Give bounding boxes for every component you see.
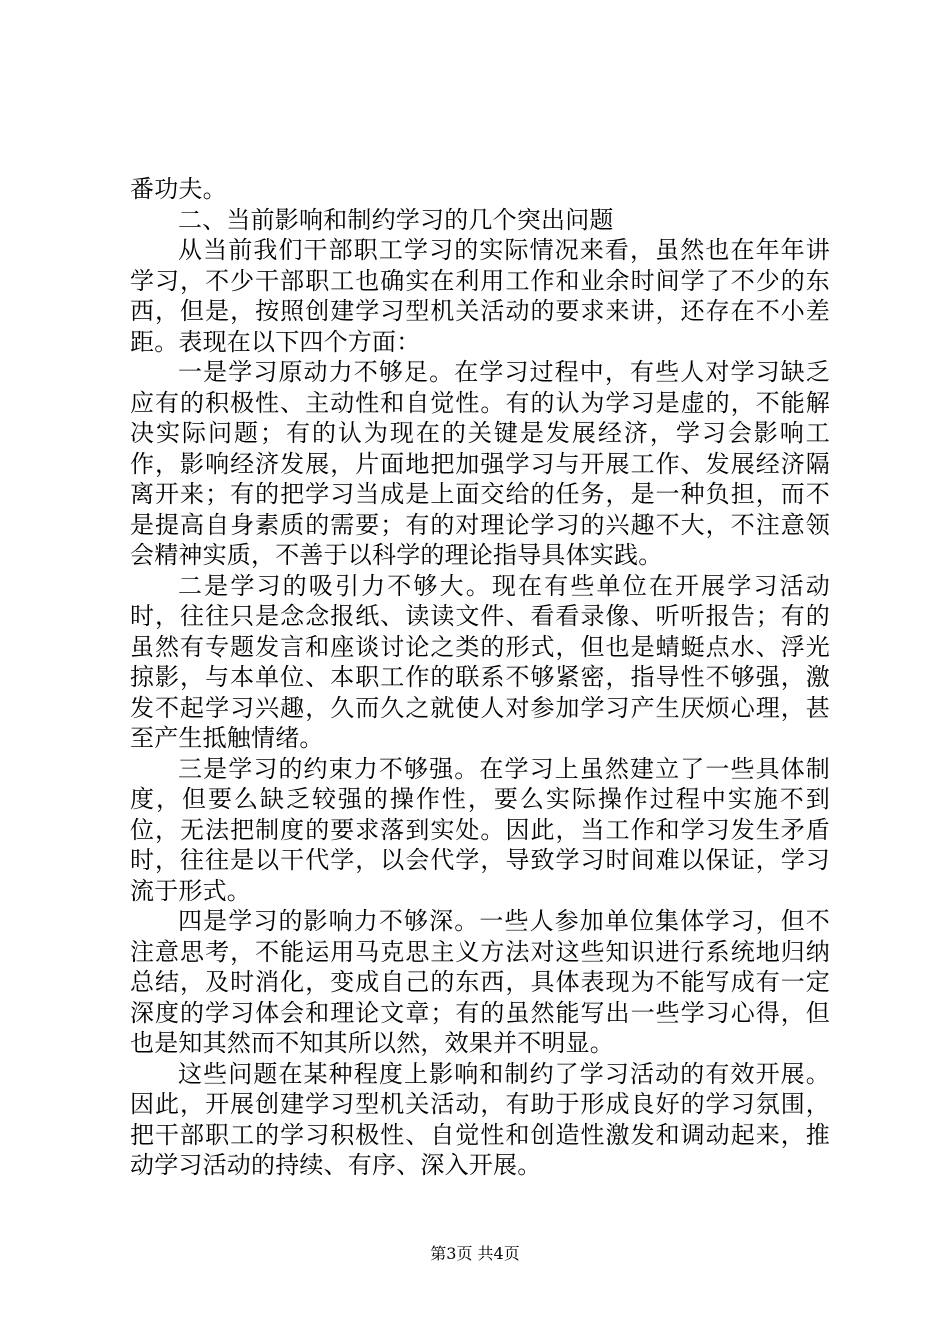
paragraph-intro: 从当前我们干部职工学习的实际情况来看，虽然也在年年讲学习，不少干部职工也确实在利用工作和业余时间学了不少的东西，但是，按照创建学习型机关活动的要求来讲，还存在不小差距。表现在以下四个方面： (130, 236, 830, 356)
paragraph-point-2: 二是学习的吸引力不够大。现在有些单位在开展学习活动时，往往只是念念报纸、读读文件、看看录像、听听报告；有的虽然有专题发言和座谈讨论之类的形式，但也是蜻蜓点水、浮光掠影，与本单位、本职工作的联系不够紧密，指导性不够强，激发不起学习兴趣，久而久之就使人对参加学习产生厌烦心理，甚至产生抵触情绪。 (130, 571, 830, 752)
paragraph-conclusion: 这些问题在某种程度上影响和制约了学习活动的有效开展。因此，开展创建学习型机关活动，有助于形成良好的学习氛围，把干部职工的学习积极性、自觉性和创造性激发和调动起来，推动学习活动的持续、有序、深入开展。 (130, 1059, 830, 1179)
paragraph-point-1: 一是学习原动力不够足。在学习过程中，有些人对学习缺乏应有的积极性、主动性和自觉性。有的认为学习是虚的，不能解决实际问题；有的认为现在的关键是发展经济，学习会影响工作，影响经济发展，片面地把加强学习与开展工作、发展经济隔离开来；有的把学习当成是上面交给的任务，是一种负担，而不是提高自身素质的需要；有的对理论学习的兴趣不大，不注意领会精神实质，不善于以科学的理论指导具体实践。 (130, 358, 830, 569)
paragraph-point-3: 三是学习的约束力不够强。在学习上虽然建立了一些具体制度，但要么缺乏较强的操作性，要么实际操作过程中实施不到位，无法把制度的要求落到实处。因此，当工作和学习发生矛盾时，往往是以干代学，以会代学，导致学习时间难以保证，学习流于形式。 (130, 754, 830, 905)
paragraph-continuation: 番功夫。 (130, 175, 227, 203)
paragraph-point-4: 四是学习的影响力不够深。一些人参加单位集体学习，但不注意思考，不能运用马克思主义方法对这些知识进行系统地归纳总结，及时消化，变成自己的东西，具体表现为不能写成有一定深度的学习体会和理论文章；有的虽然能写出一些学习心得，但也是知其然而不知其所以然，效果并不明显。 (130, 907, 830, 1057)
section-heading: 二、当前影响和制约学习的几个突出问题 (178, 205, 614, 234)
document-body (130, 174, 830, 1181)
page-number-footer: 第3页 共4页 (430, 1244, 520, 1263)
